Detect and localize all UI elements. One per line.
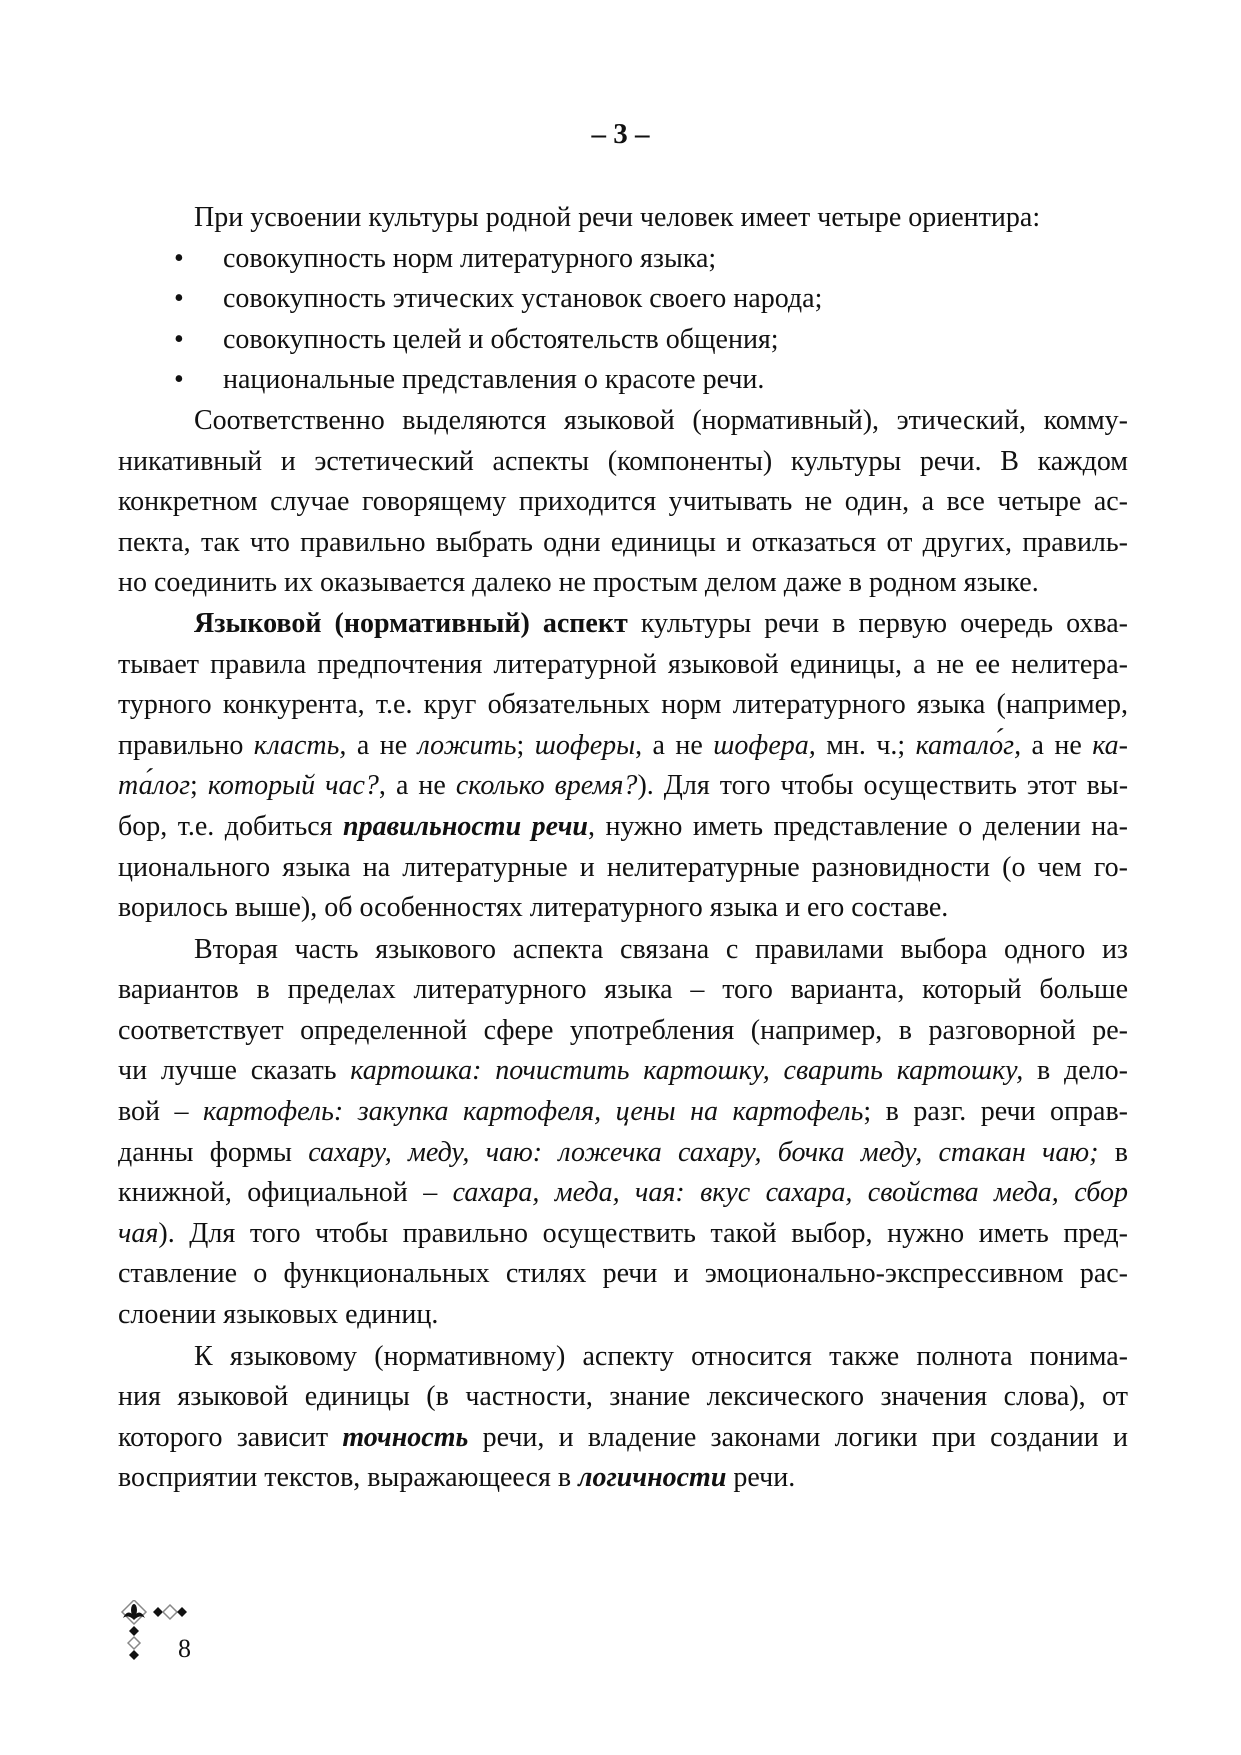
page-body-text: [118, 198, 1128, 1499]
text-span: ). Для того чтобы правильно осуществить такой выбор, нужно иметь пред-: [158, 1217, 1128, 1249]
text-line: [118, 1377, 1128, 1418]
bullet-icon: •: [174, 364, 184, 396]
text-span: , а не: [635, 729, 714, 761]
bullet-icon: •: [174, 323, 184, 355]
italic-example: сахара, меда, чая: вкус сахара, свойства меда, сбор: [452, 1177, 1128, 1209]
page-number: 8: [178, 1634, 191, 1663]
text-span: мн. ч.;: [815, 729, 916, 761]
text-line: [118, 1254, 1128, 1295]
text-span: ;: [190, 770, 208, 802]
italic-example: сколько время?: [455, 770, 638, 802]
italic-example: чая: [118, 1217, 159, 1249]
text-span: культуры речи в первую очередь охва-: [627, 607, 1128, 639]
text-span: соответствует определенной сфере употребления (например, в разговорной ре-: [118, 1014, 1128, 1046]
text-line: [118, 1418, 1128, 1459]
text-line: [118, 645, 1128, 686]
italic-example: ложить: [417, 729, 517, 761]
text-span: , а не: [378, 770, 456, 802]
text-span: слоении языковых единиц.: [118, 1299, 439, 1331]
text-line: [118, 1337, 1128, 1378]
text-span: совокупность норм литературного языка;: [223, 242, 717, 274]
text-span: вариантов в пределах литературного языка – того варианта, который больше: [118, 974, 1128, 1006]
text-line: [118, 482, 1128, 523]
text-span: но соединить их оказывается далеко не простым делом даже в родном языке.: [118, 567, 1039, 599]
bullet-list-item: [118, 279, 1128, 320]
text-line: [118, 1295, 1128, 1336]
bullet-list-item: [118, 239, 1128, 280]
text-span: Вторая часть языкового аспекта связана с правилами выбора одного из: [194, 933, 1128, 965]
text-line: [118, 1011, 1128, 1052]
bullet-list-item: [118, 360, 1128, 401]
text-span: речи.: [726, 1462, 796, 1494]
text-span: ния языковой единицы (в частности, знание лексического значения слова), от: [118, 1381, 1128, 1413]
text-span: При усвоении культуры родной речи человек имеет четыре ориентира:: [194, 202, 1041, 233]
italic-example: катало́г,: [915, 729, 1022, 761]
italic-example: который час?: [207, 770, 379, 802]
text-line: [118, 523, 1128, 564]
emphasis-term: правильности речи: [343, 810, 588, 842]
emphasis-term: логичности: [578, 1462, 727, 1494]
text-line: [118, 726, 1128, 767]
text-span: книжной, официальной –: [118, 1177, 453, 1209]
text-span: чи лучше сказать: [118, 1055, 351, 1087]
text-line: [118, 1214, 1128, 1255]
text-span: Соответственно выделяются языковой (нормативный), этический, комму-: [194, 404, 1128, 436]
emphasis-term: точность: [342, 1421, 469, 1453]
text-span: данны формы: [118, 1136, 309, 1168]
italic-example: картошка: почистить картошку, сварить картошку,: [350, 1055, 1024, 1087]
text-span: вой –: [118, 1096, 204, 1128]
text-span: в дело-: [1023, 1055, 1128, 1087]
text-span: ционального языка на литературные и нелитературные разновидности (о чем го-: [118, 851, 1128, 883]
text-line: [118, 888, 1128, 929]
text-line: [118, 1173, 1128, 1214]
text-span: ). Для того чтобы осуществить этот вы-: [637, 770, 1129, 802]
text-line: [118, 766, 1128, 807]
text-line: [118, 1133, 1128, 1174]
text-span: а не: [1021, 729, 1093, 761]
text-line: [118, 807, 1128, 848]
text-span: конкретном случае говорящему приходится учитывать не один, а все четыре ас-: [118, 486, 1128, 518]
text-span: а не: [346, 729, 418, 761]
text-span: ; в разг. речи оправ-: [863, 1096, 1128, 1128]
bullet-icon: •: [174, 242, 184, 274]
bullet-icon: •: [174, 283, 184, 315]
text-span: национальные представления о красоте речи.: [223, 364, 765, 396]
text-line: [118, 1051, 1128, 1092]
text-line: [118, 685, 1128, 726]
text-line: [118, 848, 1128, 889]
text-span: совокупность этических установок своего народа;: [223, 283, 823, 315]
emphasis-term: Языковой (нормативный) аспект: [194, 607, 628, 639]
text-line: [118, 604, 1128, 645]
text-span: турного конкурента, т.е. круг обязательных норм литературного языка (например,: [118, 689, 1128, 721]
text-line: [118, 563, 1128, 604]
text-line: [118, 1092, 1128, 1133]
page-heading-number: – 3 –: [591, 118, 650, 150]
text-span: правильно: [118, 729, 254, 761]
text-span: речи, и владение законами логики при создании и: [468, 1421, 1129, 1453]
text-span: в: [1098, 1136, 1128, 1168]
italic-example: шоферы: [534, 729, 636, 761]
text-span: пекта, так что правильно выбрать одни единицы и отказаться от других, правиль-: [118, 526, 1128, 558]
italic-example: шофера,: [713, 729, 816, 761]
text-span: которого зависит: [118, 1421, 343, 1453]
text-span: тывает правила предпочтения литературной языковой единицы, а не ее нелитера-: [118, 648, 1128, 680]
italic-example: картофель: закупка картофеля, цены на картофель: [203, 1096, 864, 1128]
text-span: совокупность целей и обстоятельств общения;: [223, 323, 779, 355]
text-span: , нужно иметь представление о делении на-: [587, 810, 1129, 842]
text-span: ;: [516, 729, 535, 761]
italic-example: та́лог: [118, 770, 191, 802]
italic-example: сахару, меду, чаю: ложечка сахару, бочка меду, стакан чаю;: [308, 1136, 1099, 1168]
text-line: [118, 442, 1128, 483]
text-span: бор, т.е. добиться: [118, 810, 344, 842]
text-line: [118, 401, 1128, 442]
text-span: ворилось выше), об особенностях литературного языка и его составе.: [118, 892, 949, 924]
text-span: никативный и эстетический аспекты (компоненты) культуры речи. В каждом: [118, 445, 1128, 477]
text-span: восприятии текстов, выражающееся в: [118, 1462, 579, 1494]
italic-example: класть,: [253, 729, 347, 761]
italic-example: ка-: [1092, 729, 1129, 761]
text-line: [118, 1458, 1128, 1499]
text-span: ставление о функциональных стилях речи и эмоционально-экспрессивном рас-: [118, 1258, 1128, 1290]
text-line: [118, 930, 1128, 971]
text-line: [118, 970, 1128, 1011]
bullet-list-item: [118, 320, 1128, 361]
text-span: К языковому (нормативному) аспекту относится также полнота понима-: [194, 1340, 1128, 1372]
text-line: [118, 198, 1128, 239]
